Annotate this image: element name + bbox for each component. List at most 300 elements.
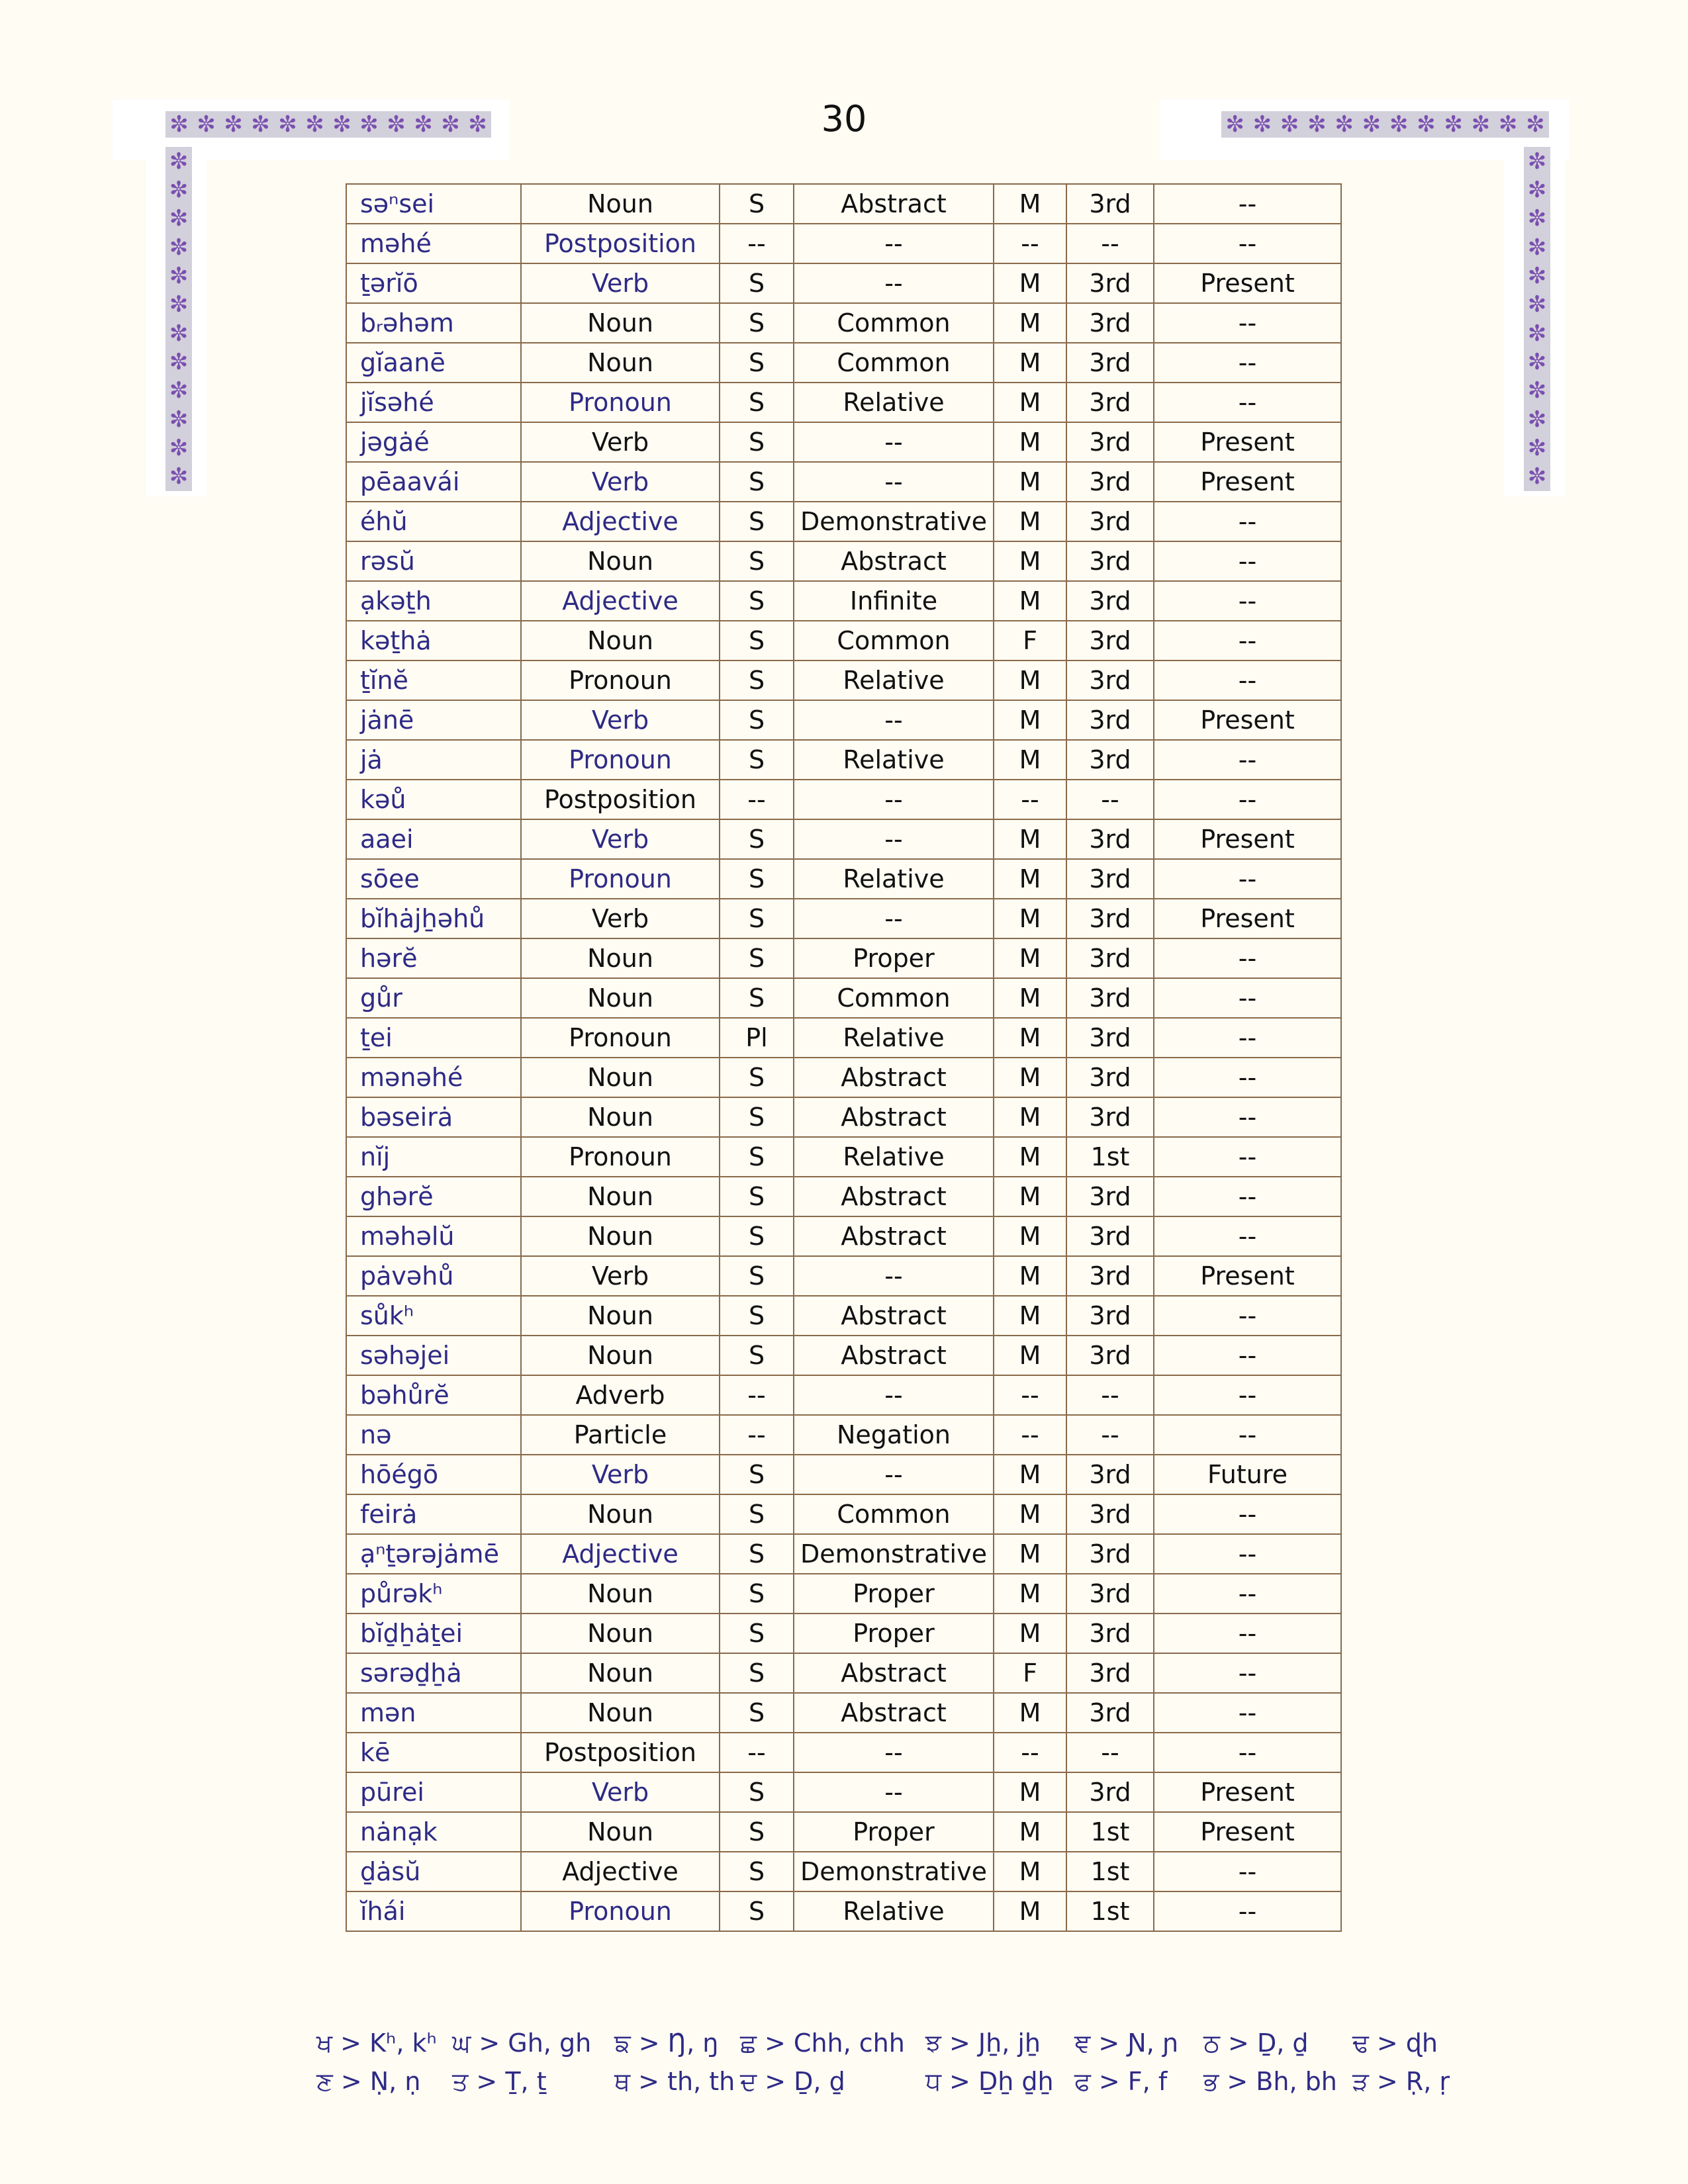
- legend-entry: ਣ > Ṇ, ṇ: [316, 2066, 421, 2096]
- cell-word: ṯĭnĕ: [346, 660, 521, 700]
- cell-type: Demonstrative: [794, 1534, 994, 1574]
- cell-person: 3rd: [1066, 1534, 1154, 1574]
- cell-number: S: [720, 1216, 794, 1256]
- flower-ornament-icon: ✼: [1389, 111, 1409, 138]
- cell-gender: M: [994, 1177, 1066, 1216]
- cell-word: sərəḏẖȧ: [346, 1653, 521, 1693]
- cell-person: --: [1066, 1375, 1154, 1415]
- cell-word: ạkəṯh: [346, 581, 521, 621]
- cell-number: S: [720, 1653, 794, 1693]
- cell-person: 3rd: [1066, 1336, 1154, 1375]
- cell-person: 3rd: [1066, 462, 1154, 502]
- flower-ornament-icon: ✼: [169, 262, 189, 289]
- cell-gender: M: [994, 1018, 1066, 1058]
- cell-person: 3rd: [1066, 581, 1154, 621]
- cell-person: 3rd: [1066, 700, 1154, 740]
- flower-ornament-icon: ✼: [1307, 111, 1327, 138]
- flower-ornament-icon: ✼: [1335, 111, 1354, 138]
- table-row: [346, 541, 1341, 581]
- cell-type: Common: [794, 621, 994, 660]
- cell-tense: --: [1154, 780, 1341, 819]
- flower-ornament-icon: ✼: [332, 111, 352, 138]
- cell-tense: Present: [1154, 819, 1341, 859]
- cell-word: kəṯhȧ: [346, 621, 521, 660]
- cell-tense: Present: [1154, 462, 1341, 502]
- cell-gender: M: [994, 502, 1066, 541]
- cell-gender: M: [994, 700, 1066, 740]
- cell-type: --: [794, 1375, 994, 1415]
- cell-word: ghərĕ: [346, 1177, 521, 1216]
- cell-type: --: [794, 422, 994, 462]
- cell-number: Pl: [720, 1018, 794, 1058]
- cell-number: S: [720, 1812, 794, 1852]
- cell-person: 3rd: [1066, 660, 1154, 700]
- cell-type: --: [794, 263, 994, 303]
- cell-pos: Verb: [521, 819, 720, 859]
- cell-gender: M: [994, 1693, 1066, 1733]
- cell-type: Infinite: [794, 581, 994, 621]
- flower-ornament-icon: ✼: [1527, 406, 1547, 433]
- cell-tense: --: [1154, 1494, 1341, 1534]
- flower-ornament-icon: ✼: [441, 111, 460, 138]
- table-row: [346, 938, 1341, 978]
- cell-person: 3rd: [1066, 383, 1154, 422]
- cell-number: S: [720, 1097, 794, 1137]
- table-row: [346, 1375, 1341, 1415]
- flower-ornament-icon: ✼: [251, 111, 270, 138]
- legend-entry: ੜ > Ṛ, ṛ: [1352, 2066, 1450, 2096]
- cell-pos: Noun: [521, 541, 720, 581]
- cell-number: S: [720, 343, 794, 383]
- cell-pos: Verb: [521, 899, 720, 938]
- cell-gender: M: [994, 1494, 1066, 1534]
- cell-gender: M: [994, 1336, 1066, 1375]
- cell-gender: M: [994, 1097, 1066, 1137]
- cell-person: 3rd: [1066, 184, 1154, 224]
- cell-tense: --: [1154, 1733, 1341, 1772]
- cell-type: Abstract: [794, 1177, 994, 1216]
- cell-gender: M: [994, 581, 1066, 621]
- table-row: [346, 343, 1341, 383]
- flower-ornament-icon: ✼: [1471, 111, 1491, 138]
- cell-tense: --: [1154, 938, 1341, 978]
- cell-type: Abstract: [794, 1336, 994, 1375]
- cell-pos: Adverb: [521, 1375, 720, 1415]
- cell-tense: --: [1154, 1852, 1341, 1891]
- table-row: [346, 1852, 1341, 1891]
- cell-type: Abstract: [794, 1097, 994, 1137]
- flower-ornament-icon: ✼: [197, 111, 216, 138]
- cell-tense: --: [1154, 303, 1341, 343]
- flower-ornament-icon: ✼: [1498, 111, 1518, 138]
- cell-person: 3rd: [1066, 541, 1154, 581]
- cell-pos: Pronoun: [521, 1137, 720, 1177]
- cell-gender: M: [994, 303, 1066, 343]
- flower-ornament-icon: ✼: [169, 463, 189, 490]
- legend-entry: ਘ > Gh, gh: [452, 2028, 592, 2058]
- cell-word: jĭsəhé: [346, 383, 521, 422]
- cell-tense: --: [1154, 1296, 1341, 1336]
- cell-word: ṯərĭō: [346, 263, 521, 303]
- table-row: [346, 1137, 1341, 1177]
- table-row: [346, 1455, 1341, 1494]
- cell-type: Abstract: [794, 1653, 994, 1693]
- cell-tense: --: [1154, 1891, 1341, 1931]
- cell-word: bᵣəhəm: [346, 303, 521, 343]
- cell-tense: --: [1154, 224, 1341, 263]
- cell-type: Relative: [794, 1018, 994, 1058]
- ornament-strip-left: [165, 147, 192, 491]
- cell-number: S: [720, 263, 794, 303]
- legend-entry: ਫ > F, f: [1074, 2066, 1168, 2096]
- cell-pos: Postposition: [521, 1733, 720, 1772]
- cell-tense: Present: [1154, 700, 1341, 740]
- cell-word: gůr: [346, 978, 521, 1018]
- cell-person: 3rd: [1066, 938, 1154, 978]
- cell-word: sůkʰ: [346, 1296, 521, 1336]
- flower-ornament-icon: ✼: [1527, 205, 1547, 232]
- cell-pos: Noun: [521, 1614, 720, 1653]
- cell-person: 3rd: [1066, 502, 1154, 541]
- cell-number: S: [720, 700, 794, 740]
- cell-pos: Noun: [521, 1058, 720, 1097]
- cell-type: --: [794, 1256, 994, 1296]
- cell-gender: M: [994, 978, 1066, 1018]
- table-row: [346, 1296, 1341, 1336]
- cell-pos: Noun: [521, 1177, 720, 1216]
- cell-person: 3rd: [1066, 1177, 1154, 1216]
- cell-number: S: [720, 1772, 794, 1812]
- cell-person: 3rd: [1066, 1018, 1154, 1058]
- cell-pos: Noun: [521, 1653, 720, 1693]
- cell-word: hōégō: [346, 1455, 521, 1494]
- cell-tense: --: [1154, 383, 1341, 422]
- flower-ornament-icon: ✼: [1527, 291, 1547, 318]
- cell-type: Relative: [794, 660, 994, 700]
- flower-ornament-icon: ✼: [169, 234, 189, 261]
- cell-gender: M: [994, 660, 1066, 700]
- cell-word: rəsŭ: [346, 541, 521, 581]
- cell-type: Abstract: [794, 1216, 994, 1256]
- table-row: [346, 978, 1341, 1018]
- cell-person: 1st: [1066, 1852, 1154, 1891]
- flower-ornament-icon: ✼: [414, 111, 433, 138]
- cell-word: mənəhé: [346, 1058, 521, 1097]
- cell-tense: --: [1154, 1018, 1341, 1058]
- table-row: [346, 303, 1341, 343]
- cell-number: S: [720, 303, 794, 343]
- cell-tense: --: [1154, 1336, 1341, 1375]
- cell-tense: --: [1154, 1097, 1341, 1137]
- table-row: [346, 1058, 1341, 1097]
- word-table: [346, 183, 1342, 1932]
- cell-gender: M: [994, 1137, 1066, 1177]
- table-row: [346, 263, 1341, 303]
- cell-word: nȧnạk: [346, 1812, 521, 1852]
- cell-gender: M: [994, 1216, 1066, 1256]
- table-row: [346, 581, 1341, 621]
- cell-word: səhəjei: [346, 1336, 521, 1375]
- cell-type: Demonstrative: [794, 502, 994, 541]
- cell-tense: Present: [1154, 1812, 1341, 1852]
- cell-pos: Verb: [521, 1256, 720, 1296]
- cell-tense: --: [1154, 343, 1341, 383]
- cell-gender: M: [994, 819, 1066, 859]
- cell-person: 3rd: [1066, 1614, 1154, 1653]
- cell-word: pēaavái: [346, 462, 521, 502]
- cell-pos: Pronoun: [521, 859, 720, 899]
- cell-gender: M: [994, 1058, 1066, 1097]
- cell-word: aaei: [346, 819, 521, 859]
- cell-gender: M: [994, 1296, 1066, 1336]
- cell-gender: M: [994, 343, 1066, 383]
- cell-type: --: [794, 1772, 994, 1812]
- cell-word: jȧnē: [346, 700, 521, 740]
- table-row: [346, 1097, 1341, 1137]
- cell-tense: --: [1154, 859, 1341, 899]
- table-row: [346, 1177, 1341, 1216]
- cell-person: 3rd: [1066, 899, 1154, 938]
- cell-person: 3rd: [1066, 422, 1154, 462]
- cell-type: Abstract: [794, 1296, 994, 1336]
- table-row: [346, 740, 1341, 780]
- cell-word: kē: [346, 1733, 521, 1772]
- flower-ornament-icon: ✼: [278, 111, 297, 138]
- table-row: [346, 224, 1341, 263]
- cell-word: bəseirȧ: [346, 1097, 521, 1137]
- cell-type: Common: [794, 978, 994, 1018]
- cell-word: nə: [346, 1415, 521, 1455]
- ornament-strip-top-right: [1221, 111, 1549, 138]
- cell-tense: --: [1154, 1653, 1341, 1693]
- cell-type: Abstract: [794, 541, 994, 581]
- cell-pos: Adjective: [521, 581, 720, 621]
- cell-pos: Noun: [521, 1216, 720, 1256]
- cell-pos: Adjective: [521, 502, 720, 541]
- table-row: [346, 1733, 1341, 1772]
- cell-tense: --: [1154, 1058, 1341, 1097]
- cell-number: S: [720, 1336, 794, 1375]
- cell-person: 3rd: [1066, 1216, 1154, 1256]
- cell-number: S: [720, 184, 794, 224]
- flower-ornament-icon: ✼: [169, 434, 189, 461]
- cell-type: Relative: [794, 383, 994, 422]
- cell-gender: --: [994, 224, 1066, 263]
- table-row: [346, 1772, 1341, 1812]
- cell-person: 3rd: [1066, 1574, 1154, 1614]
- cell-pos: Noun: [521, 1494, 720, 1534]
- cell-pos: Adjective: [521, 1852, 720, 1891]
- flower-ornament-icon: ✼: [169, 406, 189, 433]
- cell-pos: Verb: [521, 700, 720, 740]
- cell-tense: Present: [1154, 1772, 1341, 1812]
- cell-word: feirȧ: [346, 1494, 521, 1534]
- flower-ornament-icon: ✼: [169, 148, 189, 175]
- flower-ornament-icon: ✼: [359, 111, 379, 138]
- cell-type: --: [794, 819, 994, 859]
- cell-type: --: [794, 700, 994, 740]
- cell-type: Relative: [794, 1891, 994, 1931]
- cell-tense: Future: [1154, 1455, 1341, 1494]
- cell-word: pūrei: [346, 1772, 521, 1812]
- cell-word: məhé: [346, 224, 521, 263]
- cell-tense: --: [1154, 1614, 1341, 1653]
- cell-word: məhəlŭ: [346, 1216, 521, 1256]
- legend-entry: ਞ > Ɲ, ɲ: [1074, 2028, 1179, 2058]
- cell-word: kəů: [346, 780, 521, 819]
- legend-entry: ਛ > Chh, chh: [740, 2028, 905, 2058]
- cell-pos: Verb: [521, 1772, 720, 1812]
- table-row: [346, 1574, 1341, 1614]
- cell-number: --: [720, 1375, 794, 1415]
- table-row: [346, 859, 1341, 899]
- legend-entry: ਤ > Ṯ, ṯ: [452, 2066, 547, 2096]
- cell-person: 3rd: [1066, 1256, 1154, 1296]
- cell-person: 3rd: [1066, 1455, 1154, 1494]
- cell-number: S: [720, 383, 794, 422]
- flower-ornament-icon: ✼: [1362, 111, 1382, 138]
- flower-ornament-icon: ✼: [1527, 176, 1547, 203]
- cell-pos: Noun: [521, 1097, 720, 1137]
- table-row: [346, 1256, 1341, 1296]
- cell-number: S: [720, 502, 794, 541]
- cell-person: 3rd: [1066, 1653, 1154, 1693]
- cell-word: sōee: [346, 859, 521, 899]
- cell-word: ḏȧsŭ: [346, 1852, 521, 1891]
- cell-gender: M: [994, 899, 1066, 938]
- cell-gender: M: [994, 462, 1066, 502]
- flower-ornament-icon: ✼: [1527, 377, 1547, 404]
- flower-ornament-icon: ✼: [169, 377, 189, 404]
- cell-gender: M: [994, 740, 1066, 780]
- cell-gender: M: [994, 1852, 1066, 1891]
- cell-number: S: [720, 938, 794, 978]
- cell-tense: --: [1154, 1415, 1341, 1455]
- cell-type: Proper: [794, 1812, 994, 1852]
- legend-row: [316, 2062, 1455, 2101]
- cell-person: 3rd: [1066, 343, 1154, 383]
- cell-person: 3rd: [1066, 740, 1154, 780]
- cell-person: --: [1066, 780, 1154, 819]
- flower-ornament-icon: ✼: [1527, 262, 1547, 289]
- cell-tense: --: [1154, 1534, 1341, 1574]
- cell-pos: Verb: [521, 422, 720, 462]
- cell-gender: M: [994, 1772, 1066, 1812]
- ornament-strip-right: [1524, 147, 1550, 491]
- cell-number: S: [720, 462, 794, 502]
- cell-pos: Noun: [521, 303, 720, 343]
- cell-gender: M: [994, 383, 1066, 422]
- cell-pos: Pronoun: [521, 1891, 720, 1931]
- table-row: [346, 1415, 1341, 1455]
- cell-type: --: [794, 780, 994, 819]
- flower-ornament-icon: ✼: [169, 291, 189, 318]
- cell-pos: Adjective: [521, 1534, 720, 1574]
- cell-type: Proper: [794, 938, 994, 978]
- cell-person: 3rd: [1066, 303, 1154, 343]
- flower-ornament-icon: ✼: [1527, 348, 1547, 375]
- cell-pos: Noun: [521, 938, 720, 978]
- cell-number: S: [720, 859, 794, 899]
- table-row: [346, 1812, 1341, 1852]
- cell-type: Common: [794, 303, 994, 343]
- cell-type: --: [794, 899, 994, 938]
- legend-entry: ਖ > Kʰ, kʰ: [316, 2028, 437, 2058]
- cell-tense: Present: [1154, 422, 1341, 462]
- legend-row: [316, 2024, 1455, 2062]
- word-table-body: [346, 184, 1341, 1931]
- table-row: [346, 780, 1341, 819]
- cell-tense: Present: [1154, 1256, 1341, 1296]
- legend-entry: ਧ > Ḏẖ ḏẖ: [925, 2066, 1054, 2096]
- cell-tense: --: [1154, 740, 1341, 780]
- table-row: [346, 1693, 1341, 1733]
- cell-person: 1st: [1066, 1137, 1154, 1177]
- flower-ornament-icon: ✼: [169, 176, 189, 203]
- cell-tense: Present: [1154, 263, 1341, 303]
- flower-ornament-icon: ✼: [224, 111, 243, 138]
- cell-gender: M: [994, 1574, 1066, 1614]
- cell-pos: Verb: [521, 1455, 720, 1494]
- table-row: [346, 1018, 1341, 1058]
- cell-number: S: [720, 1455, 794, 1494]
- cell-number: S: [720, 1891, 794, 1931]
- cell-tense: Present: [1154, 899, 1341, 938]
- cell-type: Common: [794, 343, 994, 383]
- cell-pos: Particle: [521, 1415, 720, 1455]
- cell-person: 3rd: [1066, 819, 1154, 859]
- cell-word: mən: [346, 1693, 521, 1733]
- cell-type: Abstract: [794, 1693, 994, 1733]
- cell-word: éhŭ: [346, 502, 521, 541]
- legend-entry: ਠ > Ḏ, ḏ: [1203, 2028, 1309, 2058]
- cell-number: S: [720, 899, 794, 938]
- cell-tense: --: [1154, 1693, 1341, 1733]
- cell-word: nĭj: [346, 1137, 521, 1177]
- cell-person: 3rd: [1066, 263, 1154, 303]
- table-row: [346, 899, 1341, 938]
- cell-number: S: [720, 1137, 794, 1177]
- cell-number: --: [720, 1415, 794, 1455]
- cell-number: S: [720, 1534, 794, 1574]
- flower-ornament-icon: ✼: [468, 111, 487, 138]
- cell-tense: --: [1154, 502, 1341, 541]
- cell-type: Proper: [794, 1614, 994, 1653]
- cell-number: S: [720, 1852, 794, 1891]
- cell-person: 3rd: [1066, 1296, 1154, 1336]
- cell-type: Negation: [794, 1415, 994, 1455]
- cell-person: 3rd: [1066, 621, 1154, 660]
- flower-ornament-icon: ✼: [1225, 111, 1244, 138]
- cell-tense: --: [1154, 1574, 1341, 1614]
- cell-type: --: [794, 1455, 994, 1494]
- cell-word: půrəkʰ: [346, 1574, 521, 1614]
- cell-word: ṯei: [346, 1018, 521, 1058]
- cell-number: --: [720, 780, 794, 819]
- cell-pos: Noun: [521, 1336, 720, 1375]
- cell-number: --: [720, 1733, 794, 1772]
- cell-number: S: [720, 1177, 794, 1216]
- cell-tense: --: [1154, 978, 1341, 1018]
- table-row: [346, 422, 1341, 462]
- legend-entry: ਙ > Ŋ, ŋ: [614, 2028, 719, 2058]
- cell-type: Relative: [794, 740, 994, 780]
- flower-ornament-icon: ✼: [1527, 434, 1547, 461]
- cell-number: --: [720, 224, 794, 263]
- legend-entry: ਢ > ɖh: [1352, 2028, 1438, 2058]
- table-row: [346, 383, 1341, 422]
- flower-ornament-icon: ✼: [169, 111, 189, 138]
